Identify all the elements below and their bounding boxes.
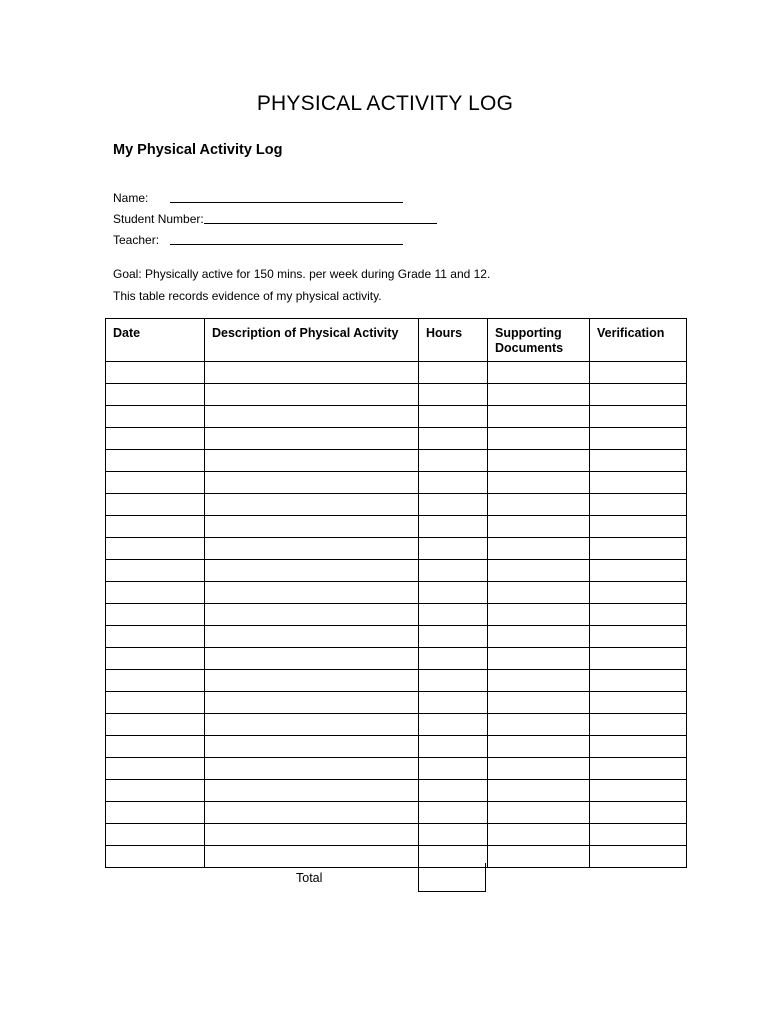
table-row bbox=[106, 780, 687, 802]
table-row bbox=[106, 846, 687, 868]
table-row bbox=[106, 516, 687, 538]
table-row bbox=[106, 362, 687, 384]
table-row bbox=[106, 560, 687, 582]
supporting-documents-cell[interactable] bbox=[488, 582, 590, 604]
table-row bbox=[106, 670, 687, 692]
date-cell[interactable] bbox=[106, 670, 205, 692]
verification-cell[interactable] bbox=[590, 472, 687, 494]
description-cell[interactable] bbox=[205, 780, 419, 802]
supporting-documents-cell[interactable] bbox=[488, 560, 590, 582]
date-cell[interactable] bbox=[106, 538, 205, 560]
date-cell[interactable] bbox=[106, 780, 205, 802]
supporting-documents-cell[interactable] bbox=[488, 428, 590, 450]
verification-cell[interactable] bbox=[590, 406, 687, 428]
verification-cell[interactable] bbox=[590, 582, 687, 604]
description-cell[interactable] bbox=[205, 714, 419, 736]
hours-cell[interactable] bbox=[419, 736, 488, 758]
table-row bbox=[106, 406, 687, 428]
supporting-documents-cell[interactable] bbox=[488, 516, 590, 538]
supporting-documents-cell[interactable] bbox=[488, 362, 590, 384]
description-cell[interactable] bbox=[205, 384, 419, 406]
description-cell[interactable] bbox=[205, 472, 419, 494]
hours-cell[interactable] bbox=[419, 648, 488, 670]
name-field bbox=[113, 190, 148, 206]
verification-cell[interactable] bbox=[590, 802, 687, 824]
date-cell[interactable] bbox=[106, 736, 205, 758]
description-cell[interactable] bbox=[205, 648, 419, 670]
verification-cell[interactable] bbox=[590, 780, 687, 802]
supporting-documents-cell[interactable] bbox=[488, 824, 590, 846]
hours-cell[interactable] bbox=[419, 758, 488, 780]
supporting-documents-cell[interactable] bbox=[488, 714, 590, 736]
table-row bbox=[106, 626, 687, 648]
name-label: Name: bbox=[113, 191, 149, 205]
supporting-documents-cell[interactable] bbox=[488, 692, 590, 714]
description-cell[interactable] bbox=[205, 406, 419, 428]
supporting-documents-cell[interactable] bbox=[488, 538, 590, 560]
hours-cell[interactable] bbox=[419, 384, 488, 406]
activity-log-table bbox=[105, 318, 687, 868]
description-cell[interactable] bbox=[205, 670, 419, 692]
date-cell[interactable] bbox=[106, 516, 205, 538]
date-cell[interactable] bbox=[106, 428, 205, 450]
table-row bbox=[106, 494, 687, 516]
verification-cell[interactable] bbox=[590, 516, 687, 538]
date-cell[interactable] bbox=[106, 582, 205, 604]
verification-cell[interactable] bbox=[590, 846, 687, 868]
date-cell[interactable] bbox=[106, 824, 205, 846]
supporting-documents-cell[interactable] bbox=[488, 802, 590, 824]
table-row bbox=[106, 692, 687, 714]
hours-cell[interactable] bbox=[419, 560, 488, 582]
supporting-documents-cell[interactable] bbox=[488, 626, 590, 648]
hours-cell[interactable] bbox=[419, 362, 488, 384]
hours-cell[interactable] bbox=[419, 626, 488, 648]
supporting-documents-cell[interactable] bbox=[488, 472, 590, 494]
supporting-documents-cell[interactable] bbox=[488, 494, 590, 516]
description-cell[interactable] bbox=[205, 560, 419, 582]
supporting-documents-cell[interactable] bbox=[488, 384, 590, 406]
hours-cell[interactable] bbox=[419, 604, 488, 626]
description-cell[interactable] bbox=[205, 846, 419, 868]
table-row bbox=[106, 802, 687, 824]
description-cell[interactable] bbox=[205, 428, 419, 450]
description-cell[interactable] bbox=[205, 494, 419, 516]
verification-cell[interactable] bbox=[590, 538, 687, 560]
description-cell[interactable] bbox=[205, 582, 419, 604]
table-row bbox=[106, 472, 687, 494]
date-cell[interactable] bbox=[106, 846, 205, 868]
supporting-documents-cell[interactable] bbox=[488, 758, 590, 780]
column-header-description: Description of Physical Activity bbox=[205, 319, 419, 362]
date-cell[interactable] bbox=[106, 626, 205, 648]
hours-cell[interactable] bbox=[419, 780, 488, 802]
supporting-documents-cell[interactable] bbox=[488, 846, 590, 868]
table-row bbox=[106, 824, 687, 846]
verification-cell[interactable] bbox=[590, 736, 687, 758]
hours-cell[interactable] bbox=[419, 428, 488, 450]
teacher-blank-line[interactable] bbox=[170, 244, 403, 245]
date-cell[interactable] bbox=[106, 362, 205, 384]
table-row bbox=[106, 758, 687, 780]
date-cell[interactable] bbox=[106, 494, 205, 516]
student-number-field bbox=[113, 211, 204, 227]
table-row bbox=[106, 538, 687, 560]
table-row bbox=[106, 582, 687, 604]
table-row bbox=[106, 736, 687, 758]
document-title: PHYSICAL ACTIVITY LOG bbox=[256, 92, 514, 115]
hours-cell[interactable] bbox=[419, 670, 488, 692]
description-cell[interactable] bbox=[205, 516, 419, 538]
table-note: This table records evidence of my physical activity. bbox=[113, 289, 382, 303]
table-row bbox=[106, 648, 687, 670]
verification-cell[interactable] bbox=[590, 362, 687, 384]
table-row bbox=[106, 384, 687, 406]
verification-cell[interactable] bbox=[590, 604, 687, 626]
student-number-blank-line[interactable] bbox=[204, 223, 437, 224]
table-body bbox=[106, 362, 687, 868]
date-cell[interactable] bbox=[106, 692, 205, 714]
hours-cell[interactable] bbox=[419, 406, 488, 428]
table-row bbox=[106, 428, 687, 450]
hours-cell[interactable] bbox=[419, 450, 488, 472]
description-cell[interactable] bbox=[205, 692, 419, 714]
document-subtitle: My Physical Activity Log bbox=[113, 142, 283, 158]
date-cell[interactable] bbox=[106, 384, 205, 406]
date-cell[interactable] bbox=[106, 472, 205, 494]
description-cell[interactable] bbox=[205, 626, 419, 648]
hours-cell[interactable] bbox=[419, 692, 488, 714]
column-header-supporting-documents bbox=[488, 319, 590, 362]
table-row bbox=[106, 604, 687, 626]
verification-cell[interactable] bbox=[590, 670, 687, 692]
supporting-documents-cell[interactable] bbox=[488, 670, 590, 692]
description-cell[interactable] bbox=[205, 736, 419, 758]
description-cell[interactable] bbox=[205, 758, 419, 780]
hours-cell[interactable] bbox=[419, 516, 488, 538]
total-hours-cell[interactable] bbox=[418, 863, 486, 892]
goal-text: Goal: Physically active for 150 mins. per week during Grade 11 and 12. bbox=[113, 267, 491, 281]
supporting-documents-label: Supporting Documents bbox=[495, 326, 564, 355]
column-header-hours: Hours bbox=[419, 319, 488, 362]
date-cell[interactable] bbox=[106, 714, 205, 736]
date-cell[interactable] bbox=[106, 450, 205, 472]
date-cell[interactable] bbox=[106, 758, 205, 780]
description-cell[interactable] bbox=[205, 450, 419, 472]
table-row bbox=[106, 714, 687, 736]
verification-cell[interactable] bbox=[590, 494, 687, 516]
hours-cell[interactable] bbox=[419, 472, 488, 494]
name-blank-line[interactable] bbox=[170, 202, 403, 203]
supporting-documents-cell[interactable] bbox=[488, 780, 590, 802]
teacher-field bbox=[113, 232, 159, 248]
verification-cell[interactable] bbox=[590, 450, 687, 472]
table-header-row bbox=[106, 319, 687, 362]
description-cell[interactable] bbox=[205, 802, 419, 824]
column-header-date: Date bbox=[106, 319, 205, 362]
teacher-label: Teacher: bbox=[113, 233, 160, 247]
hours-cell[interactable] bbox=[419, 582, 488, 604]
supporting-documents-cell[interactable] bbox=[488, 604, 590, 626]
hours-cell[interactable] bbox=[419, 494, 488, 516]
hours-cell[interactable] bbox=[419, 824, 488, 846]
date-cell[interactable] bbox=[106, 604, 205, 626]
supporting-documents-cell[interactable] bbox=[488, 450, 590, 472]
verification-cell[interactable] bbox=[590, 384, 687, 406]
description-cell[interactable] bbox=[205, 604, 419, 626]
date-cell[interactable] bbox=[106, 406, 205, 428]
supporting-documents-cell[interactable] bbox=[488, 648, 590, 670]
verification-cell[interactable] bbox=[590, 714, 687, 736]
verification-cell[interactable] bbox=[590, 692, 687, 714]
description-cell[interactable] bbox=[205, 538, 419, 560]
date-cell[interactable] bbox=[106, 802, 205, 824]
date-cell[interactable] bbox=[106, 560, 205, 582]
hours-cell[interactable] bbox=[419, 802, 488, 824]
verification-cell[interactable] bbox=[590, 428, 687, 450]
verification-cell[interactable] bbox=[590, 758, 687, 780]
description-cell[interactable] bbox=[205, 362, 419, 384]
verification-cell[interactable] bbox=[590, 648, 687, 670]
hours-cell[interactable] bbox=[419, 538, 488, 560]
column-header-verification: Verification bbox=[590, 319, 687, 362]
verification-cell[interactable] bbox=[590, 560, 687, 582]
supporting-documents-cell[interactable] bbox=[488, 736, 590, 758]
verification-cell[interactable] bbox=[590, 824, 687, 846]
table-row bbox=[106, 450, 687, 472]
student-number-label: Student Number: bbox=[113, 212, 204, 226]
total-label: Total bbox=[296, 871, 323, 885]
supporting-documents-cell[interactable] bbox=[488, 406, 590, 428]
hours-cell[interactable] bbox=[419, 714, 488, 736]
date-cell[interactable] bbox=[106, 648, 205, 670]
verification-cell[interactable] bbox=[590, 626, 687, 648]
description-cell[interactable] bbox=[205, 824, 419, 846]
